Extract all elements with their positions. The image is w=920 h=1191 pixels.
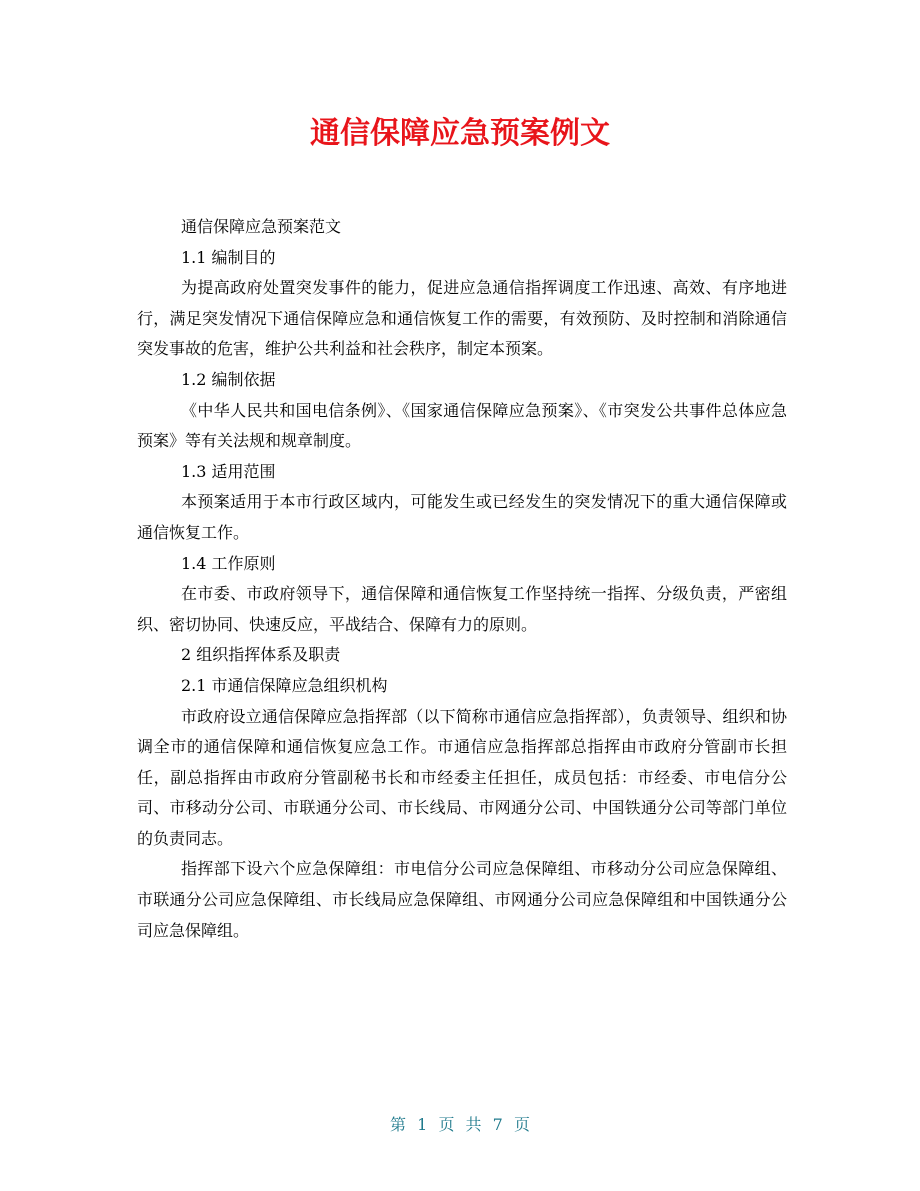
heading-1-2: 1.2 编制依据 bbox=[181, 369, 276, 389]
paragraph-basis: 《中华人民共和国电信条例》、《国家通信保障应急预案》、《市突发公共事件总体应急预案》等有关法规和规章制度。 bbox=[137, 400, 787, 451]
document-body bbox=[137, 212, 787, 946]
footer-current-page: 1 bbox=[417, 1115, 428, 1134]
paragraph-purpose: 为提高政府处置突发事件的能力，促进应急通信指挥调度工作迅速、高效、有序地进行，满足突发情况下通信保障应急和通信恢复工作的需要，有效预防、及时控制和消除通信突发事故的危害，维护公共利益和社会秩序，制定本预案。 bbox=[137, 278, 787, 359]
paragraph-scope: 本预案适用于本市行政区域内，可能发生或已经发生的突发情况下的重大通信保障或通信恢复工作。 bbox=[137, 492, 787, 542]
footer-label-gong: 共 bbox=[465, 1115, 482, 1134]
footer-label-di: 第 bbox=[390, 1115, 407, 1134]
heading-1-3: 1.3 适用范围 bbox=[181, 461, 276, 481]
footer-label-ye-end: 页 bbox=[513, 1115, 530, 1134]
footer-label-ye: 页 bbox=[438, 1115, 455, 1134]
footer-total-pages: 7 bbox=[492, 1115, 503, 1134]
paragraph-subtitle: 通信保障应急预案范文 bbox=[181, 217, 342, 236]
paragraph-groups: 指挥部下设六个应急保障组：市电信分公司应急保障组、市移动分公司应急保障组、市联通分公司应急保障组、市长线局应急保障组、市网通分公司应急保障组和中国铁通分公司应急保障组。 bbox=[137, 859, 787, 940]
heading-2: 2 组织指挥体系及职责 bbox=[181, 645, 341, 665]
heading-2-1: 2.1 市通信保障应急组织机构 bbox=[181, 675, 388, 695]
page-footer bbox=[0, 1111, 920, 1139]
heading-1-4: 1.4 工作原则 bbox=[181, 553, 276, 573]
paragraph-organization: 市政府设立通信保障应急指挥部（以下简称市通信应急指挥部），负责领导、组织和协调全市的通信保障和通信恢复应急工作。市通信应急指挥部总指挥由市政府分管副市长担任，副总指挥由市政府分管副秘书长和市经委主任担任，成员包括：市经委、市电信分公司、市移动分公司、市联通分公司、市长线局、市网通分公司、中国铁通分公司等部门单位的负责同志。 bbox=[137, 706, 787, 848]
heading-1-1: 1.1 编制目的 bbox=[181, 247, 276, 267]
document-title: 通信保障应急预案例文 bbox=[310, 116, 610, 151]
paragraph-principles: 在市委、市政府领导下，通信保障和通信恢复工作坚持统一指挥、分级负责，严密组织、密切协同、快速反应，平战结合、保障有力的原则。 bbox=[137, 584, 787, 634]
